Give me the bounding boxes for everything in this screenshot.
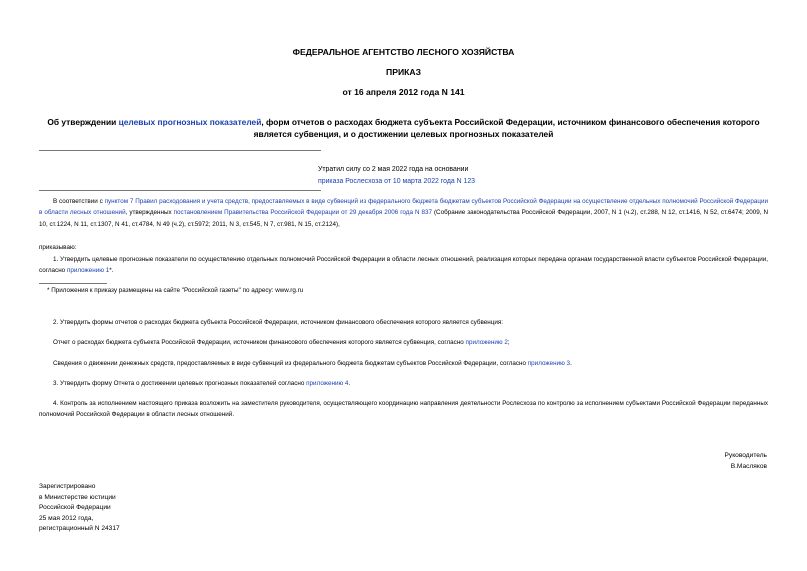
item-2b-tail: . (570, 360, 572, 367)
item-3 (39, 378, 768, 389)
title-text: Об утверждении (47, 117, 119, 127)
footnote-separator (39, 283, 107, 284)
appendix-4-link[interactable]: приложению 4 (306, 380, 349, 387)
preamble-paragraph (39, 196, 768, 230)
registration-number: регистрационный N 24317 (39, 525, 120, 532)
signatory-name: В.Масляков (730, 462, 767, 470)
registration-line: Зарегистрировано (39, 483, 96, 490)
status-note-link[interactable]: приказа Рослесхоза от 10 марта 2022 года N 123 (318, 178, 475, 185)
status-note (318, 164, 698, 188)
appendix-3-link[interactable]: приложению 3 (527, 360, 571, 367)
appendix-2-link[interactable]: приложению 2 (465, 339, 508, 346)
item-3-text: 3. Утвердить форму Отчета о достижении целевых прогнозных показателей согласно (53, 380, 307, 387)
item-1-tail: *. (109, 267, 114, 275)
status-note-text: Утратил силу со 2 мая 2022 года на основании (318, 166, 469, 173)
item-2b (39, 358, 768, 369)
item-1-text: 1. Утвердить целевые прогнозные показатели по осуществлению отдельных полномочий Российской Федерации в области лесных отношений, реализация которых передана органам государственной власти субъектов Российской Федерации, согласно (39, 256, 768, 275)
registration-line: в Министерстве юстиции (39, 493, 116, 501)
preamble-text: , утвержденных (125, 209, 174, 217)
document-type: ПРИКАЗ (386, 67, 421, 77)
separator-line (39, 190, 321, 191)
preamble-text: (Собрание законодательства Российской Федерации, 2007, N 1 (ч.2), ст.288, N 12, ст.1416, N 52, ст.6474; 2009, N 10, ст.1224, N 11, ст.1307, N 41, ст.4784, N 49 (ч.2), ст.5972; 2011, N 3, ст.545, N 7, ст.981, N 15, ст.2124), (39, 209, 768, 228)
agency-name: ФЕДЕРАЛЬНОЕ АГЕНТСТВО ЛЕСНОГО ХОЗЯЙСТВА (292, 47, 515, 57)
preamble-link-rules[interactable]: пунктом 7 Правил расходования и учета средств, предоставляемых в виде субвенций из федерального бюджета бюджетам субъектов Российской Федерации на осуществление отдельных полномочий Российской Федерации в области лесных отношений (39, 198, 769, 217)
document-date: от 16 апреля 2012 года N 141 (342, 87, 465, 97)
appendix-1-link[interactable]: приложению 1 (66, 267, 110, 275)
item-2: 2. Утвердить формы отчетов о расходах бюджета субъекта Российской Федерации, источником финансового обеспечения которого является субвенция: (53, 319, 504, 326)
signatory-position: Руководитель (724, 452, 767, 459)
item-2b-text: Сведения о движении денежных средств, предоставляемых в виде субвенций из федерального бюджета бюджетам субъектов Российской Федерации, согласно (53, 360, 528, 367)
item-2a-text: Отчет о расходах бюджета субъекта Российской Федерации, источником финансового обеспечения которого является субвенция, согласно (53, 339, 466, 346)
item-1 (39, 254, 768, 277)
item-4: 4. Контроль за исполнением настоящего приказа возложить на заместителя руководителя, осуществляющего координацию направления деятельности Рослесхоза по контролю за исполнением субъектами Российской Федерации переданных полномочий Российской Федерации в области лесных отношений. (39, 400, 768, 419)
item-2a (39, 337, 768, 348)
order-word: приказываю: (39, 244, 77, 251)
registration-date: 25 мая 2012 года, (39, 514, 94, 522)
preamble-text: В соответствии с (53, 198, 105, 205)
registration-block (39, 482, 120, 535)
item-3-tail: . (348, 380, 351, 387)
item-2a-tail: ; (507, 339, 510, 346)
footnote: * Приложения к приказу размещены на сайте "Российской газеты" по адресу: www.rg.ru (47, 287, 304, 294)
separator-line (39, 150, 321, 151)
registration-line: Российской Федерации (39, 504, 111, 511)
preamble-link-resolution[interactable]: постановлением Правительства Российской Федерации от 29 декабря 2006 года N 837 (173, 209, 432, 217)
title-link-target-indicators[interactable]: целевых прогнозных показателей (118, 117, 262, 127)
signature-block (725, 451, 767, 472)
document-title (30, 116, 777, 140)
title-text-rest: , форм отчетов о расходах бюджета субъекта Российской Федерации, источником финансового обеспечения которого является субвенция, и о достижении целевых прогнозных показателей (253, 117, 760, 139)
